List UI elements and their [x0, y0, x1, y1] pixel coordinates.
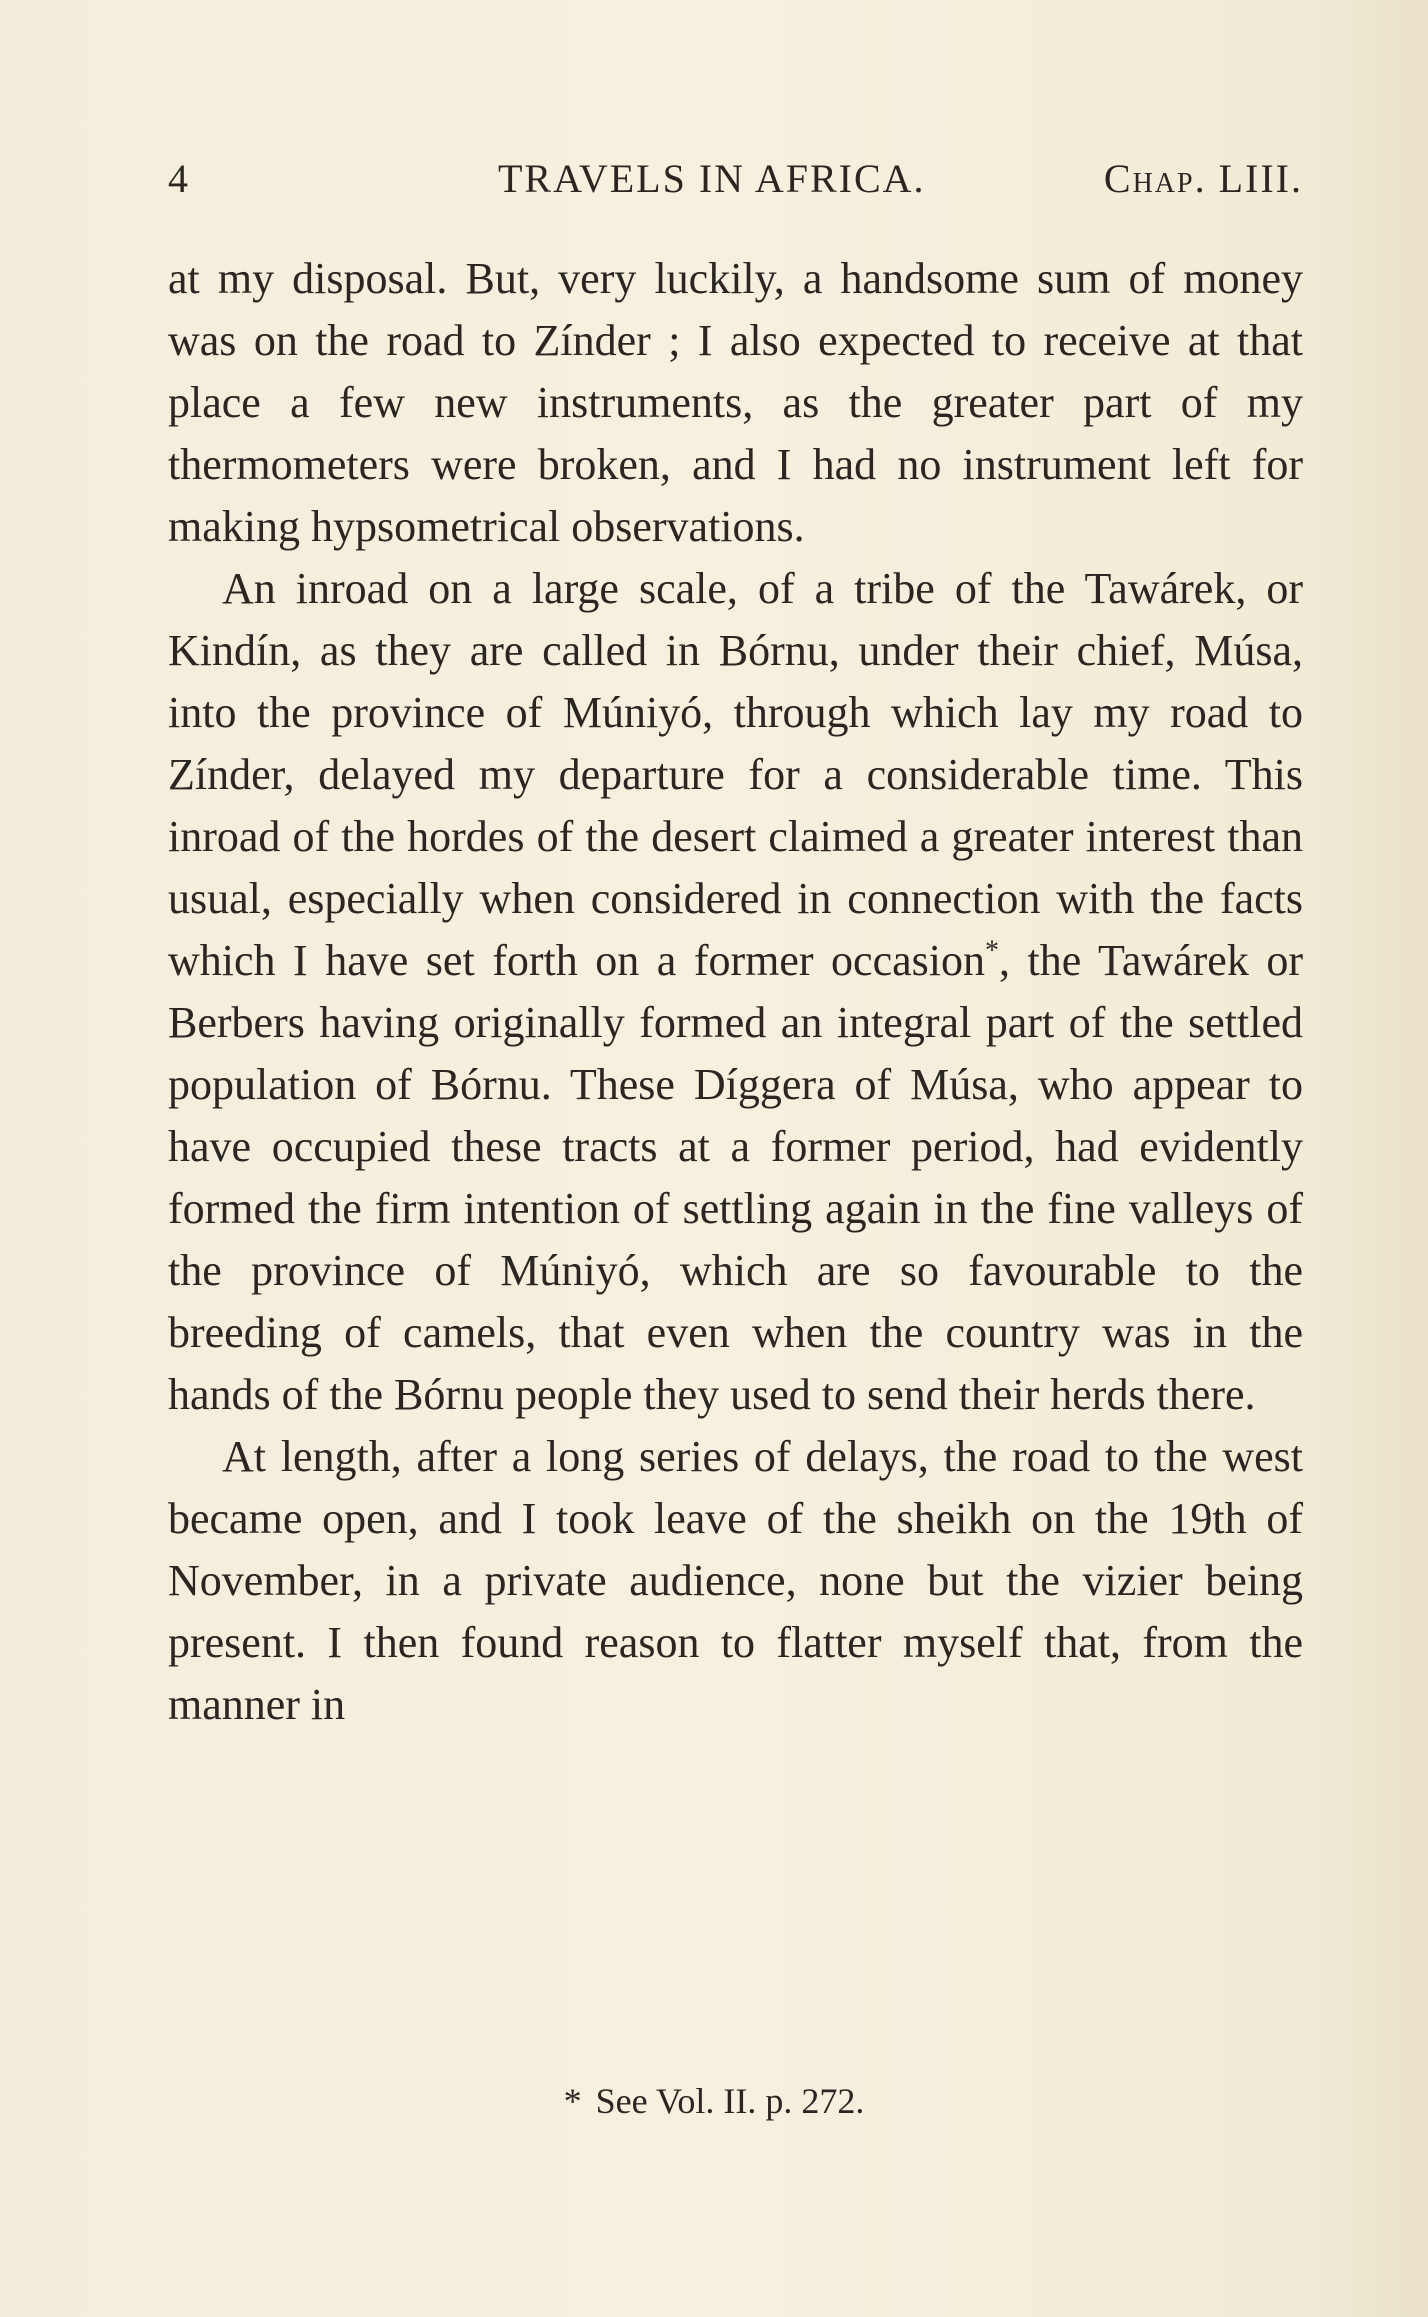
paragraph-3: At length, after a long series of delays, the road to the west became open, and I took leave of the sheikh on the 19th of November, in a private audience, none but the vizier being present. I then found reason to flatter myself that, from the manner in — [168, 1432, 1303, 1729]
paragraph-2-continuation: the Tawárek or Berbers having originally formed an integral part of the settled population of Bórnu. These Díggera of Músa, who appear to have occupied these tracts at a former period, had evidently formed the firm intention of settling again in the fine valleys of the province of Múniyó, which are so favourable to the breeding of camels, that even when the country was in the hands of the Bórnu people they used to send their herds there. — [168, 936, 1304, 1419]
chapter-label: Chap. LIII. — [1103, 156, 1303, 201]
page-number: 4 — [168, 156, 190, 201]
page-header — [168, 155, 1303, 205]
body-text — [168, 248, 1303, 1736]
running-title: TRAVELS IN AFRICA. — [498, 156, 926, 201]
footnote-text: See Vol. II. p. 272. — [595, 2081, 865, 2121]
paragraph-2: An inroad on a large scale, of a tribe of the Tawárek, or Kindín, as they are called in Bórnu, under their chief, Músa, into the province of Múniyó, through which lay my road to Zínder, delayed my departure for a considerable time. This inroad of the hordes of the desert claimed a greater interest than usual, especially when considered in connection with the facts which I have set forth on a former occasion*, the Tawárek or Berbers having originally formed an integral part of the settled population of Bórnu. These Díggera of Músa, who appear to have occupied these tracts at a former period, had evidently formed the firm intention of settling again in the fine valleys of the province of Múniyó, which are so favourable to the breeding of camels, that even when the country was in the hands of the Bórnu people they used to send their herds there. — [168, 564, 1304, 1419]
paragraph-2-text: An inroad on a large scale, of a tribe of the Tawárek, or Kindín, as they are called in Bórnu, under their chief, Músa, into the province of Múniyó, through which lay my road to Zínder, delayed my departure for a considerable time. This inroad of the hordes of the desert claimed a greater interest than usual, especially when considered in connection with the facts which I have set forth on a former occasion — [168, 564, 1303, 985]
footnote-marker: * — [563, 2081, 582, 2121]
footnote-reference: * — [985, 935, 999, 967]
paragraph-1: at my disposal. But, very luckily, a handsome sum of money was on the road to Zínder ; I also expected to receive at that place a few new instruments, as the greater part of my thermometers were broken, and I had no instrument left for making hypsometrical observations. — [168, 254, 1303, 551]
footnote — [0, 2080, 1428, 2122]
